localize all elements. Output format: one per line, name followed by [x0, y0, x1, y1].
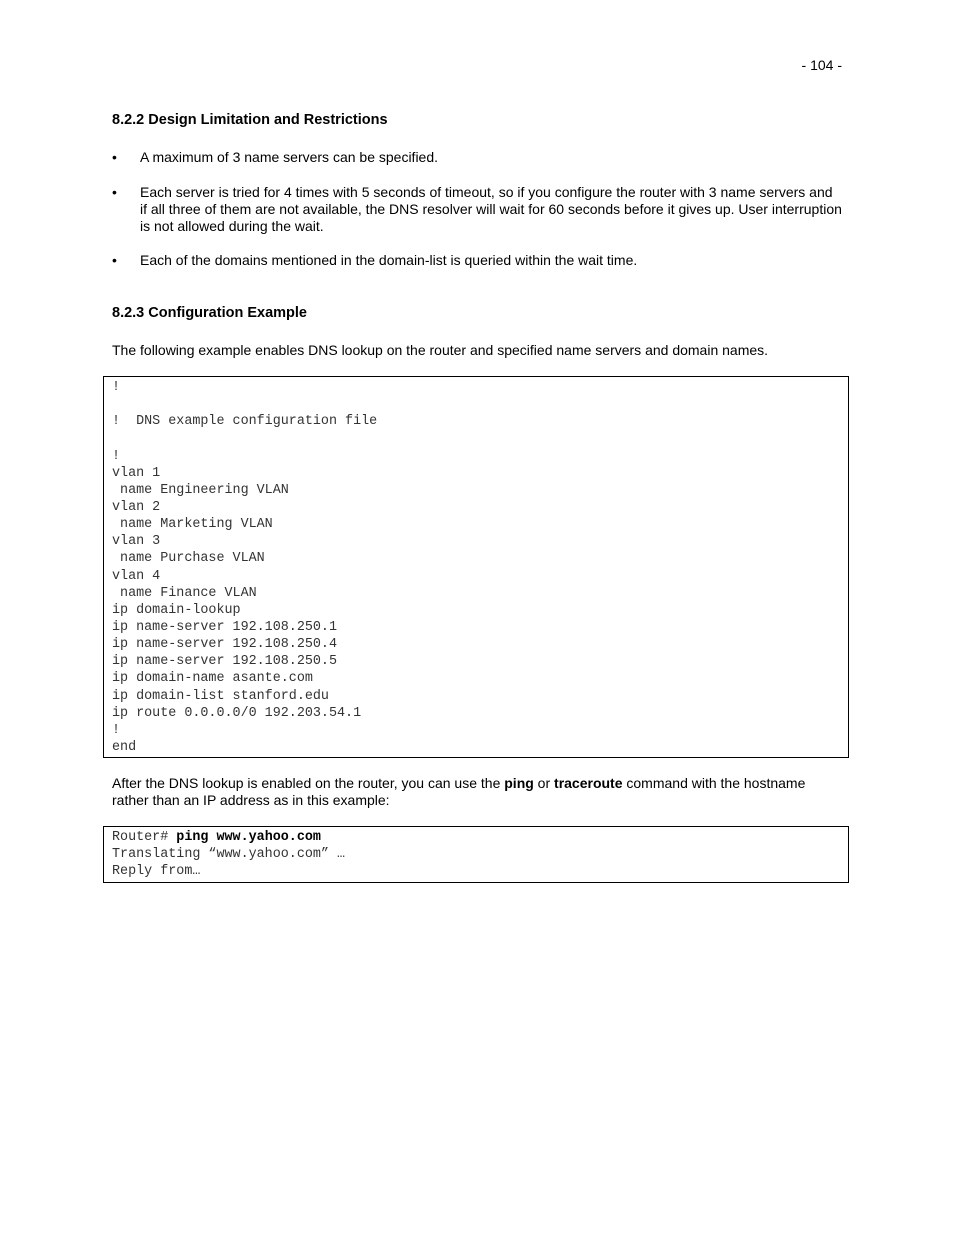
code-line: !	[112, 722, 121, 738]
list-item-text: Each of the domains mentioned in the domain-list is queried within the wait time.	[140, 252, 638, 268]
section-heading-configuration-example: 8.2.3 Configuration Example	[112, 305, 307, 321]
code-line: ip route 0.0.0.0/0 192.203.54.1	[112, 705, 362, 721]
code-line	[112, 396, 840, 413]
code-line: ip name-server 192.108.250.5	[112, 654, 337, 670]
code-line	[112, 829, 840, 846]
code-line: ip domain-list stanford.edu	[112, 688, 329, 704]
list-item	[112, 252, 842, 269]
bullet-icon: •	[112, 149, 117, 165]
code-line: Reply from…	[112, 864, 201, 880]
bullet-icon: •	[112, 184, 117, 200]
router-prompt: Router#	[112, 830, 177, 845]
code-line: vlan 3	[112, 534, 161, 550]
after-text: After the DNS lookup is enabled on the router, you can use the	[112, 775, 505, 791]
code-line: ip name-server 192.108.250.4	[112, 637, 337, 653]
after-text: command with the hostname rather than an IP address as in this example:	[112, 775, 806, 808]
code-line: !	[112, 448, 121, 464]
section-heading-design-limitations: 8.2.2 Design Limitation and Restrictions	[112, 112, 388, 128]
list-item-text: Each server is tried for 4 times with 5 seconds of timeout, so if you configure the router with 3 name servers and if all three of them are not available, the DNS resolver will wait for 60 seconds before it gives up. User interruption is not allowed during the wait.	[140, 184, 842, 234]
list-item-text: A maximum of 3 name servers can be specified.	[140, 149, 439, 165]
code-line: name Marketing VLAN	[112, 517, 273, 533]
config-code-block	[103, 376, 849, 758]
code-line: ip name-server 192.108.250.1	[112, 619, 337, 635]
traceroute-command-term: traceroute	[554, 775, 623, 791]
after-text: or	[533, 775, 555, 791]
page-number: - 104 -	[801, 57, 842, 73]
ping-command: ping www.yahoo.com	[176, 830, 321, 845]
code-line: name Engineering VLAN	[112, 482, 289, 498]
after-paragraph	[112, 775, 842, 809]
code-line: ip domain-lookup	[112, 602, 241, 618]
code-line: Translating “www.yahoo.com” …	[112, 847, 346, 863]
ping-command-term: ping	[504, 775, 534, 791]
code-line: vlan 1	[112, 465, 161, 481]
code-line	[112, 430, 840, 447]
code-line: ! DNS example configuration file	[112, 414, 378, 430]
limitations-list	[112, 149, 842, 269]
code-line: name Purchase VLAN	[112, 551, 265, 567]
code-line: end	[112, 739, 137, 755]
bullet-icon: •	[112, 252, 117, 268]
code-line: name Finance VLAN	[112, 585, 257, 601]
list-item	[112, 184, 842, 235]
code-line: vlan 4	[112, 568, 161, 584]
ping-example-code-block	[103, 826, 849, 883]
code-line: vlan 2	[112, 499, 161, 515]
code-line: ip domain-name asante.com	[112, 671, 313, 687]
intro-paragraph: The following example enables DNS lookup on the router and specified name servers and domain names.	[112, 342, 769, 358]
code-line: !	[112, 380, 121, 395]
list-item	[112, 149, 842, 166]
